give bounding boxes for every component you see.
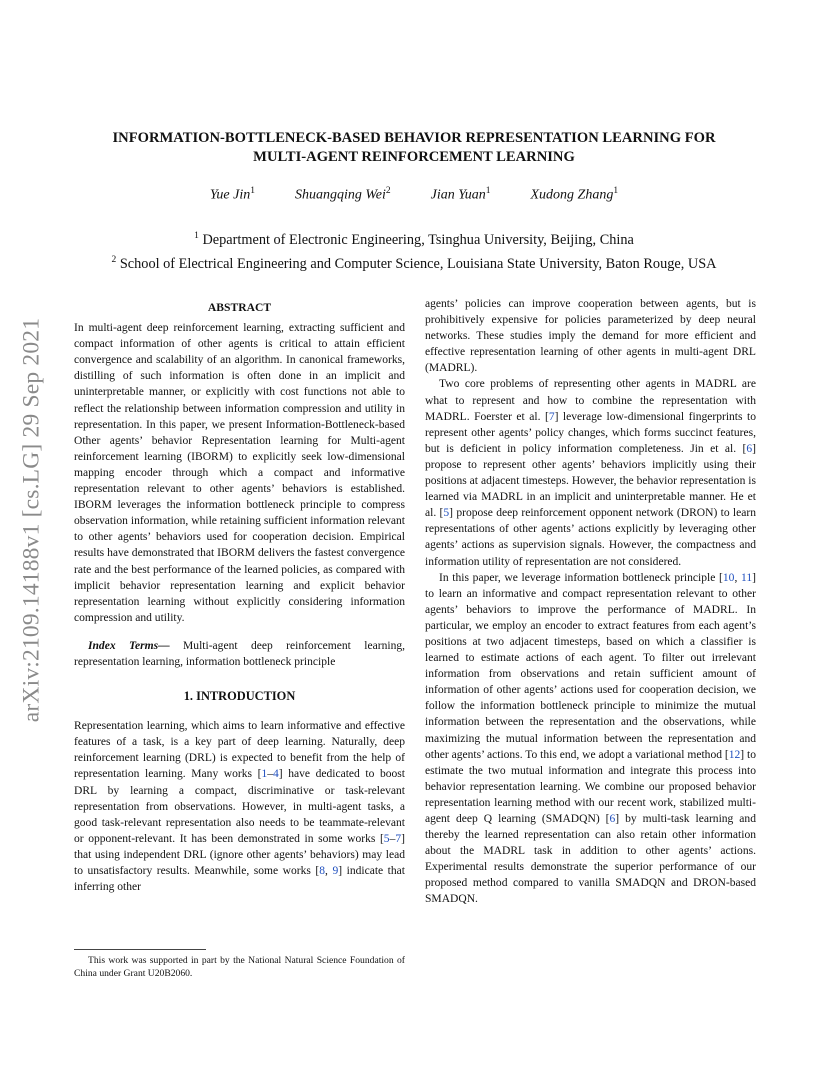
citation-link[interactable]: 7 — [395, 832, 402, 845]
index-terms-text: Multi-agent deep reinforcement learning, representation learning, information bottleneck principle — [74, 639, 406, 668]
paper-title — [60, 129, 768, 167]
author: Yue Jin$^1$ — [209, 186, 255, 203]
citation-link[interactable]: 9 — [332, 865, 339, 877]
citation-link[interactable]: 1 — [261, 768, 268, 781]
index-terms — [74, 638, 405, 670]
funding-footnote: This work was supported in part by the National Natural Science Foundation of China under Grant U20B2060. — [74, 955, 405, 979]
index-terms-label: Index Terms— — [88, 639, 170, 652]
citation-link[interactable]: 5 — [383, 832, 390, 845]
citation-link[interactable]: 11 — [741, 571, 753, 584]
title-line-1: INFORMATION-BOTTLENECK-BASED BEHAVIOR REPRESENTATION LEARNING FOR — [112, 130, 716, 146]
intro-paragraph-3: In this paper, we leverage information bottleneck principle [10, 11] to learn an informative and compact representation relevant to other agents’ behaviors to improve the performance of MADRL. In particular, we employ an encoder to extract features from each agent’s positions at two adjacent timesteps, based on which a classifier is learned to estimate actions of each agent. To filter out irrelevant information from observations and retain sufficient amount of information of other agents’ actions used for cooperation decision, we follow the information bottleneck principle to minimize the mutual information between the representation and the observations, while maximizing the mutual information between the representation and other agents’ actions. To this end, we adopt a variational method [12] to estimate the two mutual information and integrate this process into behavior representation learning. We combine our proposed behavior representation learning method with our recent work, stabilized multi-agent deep Q learning (SMADQN) [6] by multi-task learning and thereby the learned representation can also retain other information about the MADRL task in addition to other agents’ actions. Experimental results demonstrate the superior performance of our proposed method compared to vanilla SMADQN and DRON-based SMADQN. — [425, 571, 756, 906]
abstract-heading: ABSTRACT — [207, 301, 272, 314]
affiliations — [40, 226, 788, 274]
footnote-divider — [74, 949, 206, 950]
author-list — [60, 186, 768, 204]
affiliation-1: $^1$ Department of Electronic Engineering, Tsinghua University, Beijing, China — [194, 231, 634, 248]
title-line-2: MULTI-AGENT REINFORCEMENT LEARNING — [253, 149, 575, 165]
arxiv-identifier-stamp — [12, 285, 52, 755]
left-column — [74, 296, 405, 895]
citation-link[interactable]: 4 — [273, 768, 279, 781]
citation-link[interactable]: 10 — [722, 571, 735, 584]
abstract-text: In multi-agent deep reinforcement learning, extracting sufficient and compact information of other agents is critical to attain efficient convergence and scalability of an algorithm. In canonical frameworks, distilling of such information is often done in an implicit and uninterpretable manner, or explicitly with cost functions not able to reflect the relationship between information compression and utility in representation. In this paper, we present Information-Bottleneck-based Other agents’ behavior Representation learning for Multi-agent reinforcement learning (IBORM) to explicitly seek low-dimensional mapping encoder through which a compact and informative representation relevant to other agents’ behaviors is established. IBORM leverages the information bottleneck principle to compress observation information, while retaining sufficient information relevant to other agents’ behaviors used for cooperation decision. Empirical results have demonstrated that IBORM delivers the fastest convergence rate and the best performance of the learned policies, as compared with implicit behavior representation learning and explicit behavior representation learning without explicitly considering information compression and utility. — [74, 322, 405, 624]
author: Jian Yuan$^1$ — [430, 186, 491, 203]
citation-link[interactable]: 8 — [319, 865, 326, 877]
author: Xudong Zhang$^1$ — [530, 186, 619, 203]
right-column — [425, 296, 756, 908]
author: Shuangqing Wei$^2$ — [295, 186, 391, 203]
affiliation-2: $^2$ School of Electrical Engineering and Computer Science, Louisiana State University, Baton Rouge, USA — [111, 254, 717, 272]
intro-paragraph-1: Representation learning, which aims to learn informative and effective features of a task, is a key part of deep learning. Naturally, deep reinforcement learning (DRL) is expected to benefit from the help of representation learning. Many works [1–4] have dedicated to boost DRL by learning a compact, discriminative or task-relevant representation from observations. However, in multi-agent tasks, a good task-relevant representation also needs to be teammate-relevant or opponent-relevant. It has been demonstrated in some works [5–7] that using independent DRL (ignore other agents’ behaviors) may lead to unsatisfactory results. Meanwhile, some works [8, 9] indicate that inferring other — [74, 720, 405, 894]
section-heading-introduction: 1. INTRODUCTION — [183, 689, 296, 704]
citation-link[interactable]: 12 — [728, 748, 741, 761]
citation-link[interactable]: 5 — [443, 507, 450, 520]
citation-link[interactable]: 6 — [609, 813, 616, 825]
citation-link[interactable]: 7 — [548, 410, 555, 423]
intro-paragraph-2: Two core problems of representing other agents in MADRL are what to represent and how to combine the representation with MADRL. Foerster et al. [7] leverage low-dimensional fingerprints to represent other agents’ policy changes, which forms succinct features, but is deficient in policy information completeness. Jin et al. [6] propose to represent other agents’ behaviors implicitly using their positions at adjacent timesteps. However, the behavior representation is learned via MADRL in an implicit and uninterpretable manner. He et al. [5] propose deep reinforcement opponent network (DRON) to learn representations of other agents’ actions explicitly by leveraging other agents’ actions as supervision signals. However, the compactness and information utility of representation are not considered. — [425, 378, 756, 568]
arxiv-identifier-text: arXiv:2109.14188v1 [cs.LG] 29 Sep 2021 — [18, 317, 45, 723]
intro-paragraph-continued: agents’ policies can improve cooperation between agents, but is prohibitively expensive for policies parameterized by deep neural networks. These studies imply the demand for more efficient and effective representation learning of other agents in multi-agent DRL (MADRL). — [425, 298, 756, 375]
citation-link[interactable]: 6 — [746, 442, 753, 455]
